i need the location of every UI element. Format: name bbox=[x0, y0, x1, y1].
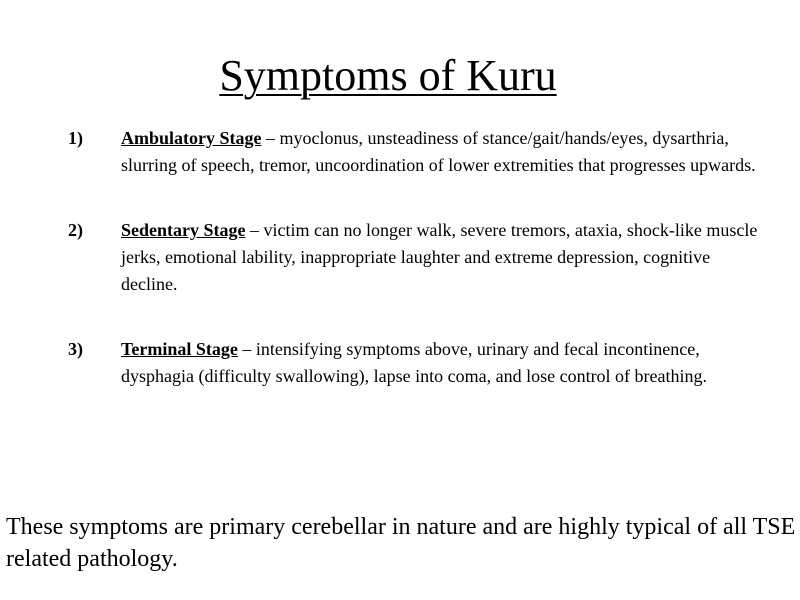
stage-description: victim can no longer walk, severe tremors, ataxia, shock-like muscle jerks, emotional lability, inappropriate laughter and extreme depression, cognitive decline. bbox=[121, 220, 758, 294]
stage-number: 2) bbox=[68, 220, 83, 240]
stage-list bbox=[68, 125, 768, 428]
stage-name: Sedentary Stage bbox=[121, 220, 246, 240]
stage-description: myoclonus, unsteadiness of stance/gait/hands/eyes, dysarthria, slurring of speech, tremor, uncoordination of lower extremities that progresses upwards. bbox=[121, 128, 756, 175]
stage-number: 1) bbox=[68, 128, 83, 148]
stage-number: 3) bbox=[68, 339, 83, 359]
stage-item-sedentary bbox=[68, 217, 768, 298]
stage-separator: – bbox=[245, 220, 264, 240]
stage-item-terminal bbox=[68, 336, 768, 390]
stage-name: Terminal Stage bbox=[121, 339, 238, 359]
stage-item-ambulatory bbox=[68, 125, 768, 179]
stage-separator: – bbox=[237, 339, 256, 359]
slide-title: Symptoms of Kuru bbox=[219, 51, 557, 100]
stage-description: intensifying symptoms above, urinary and fecal incontinence, dysphagia (difficulty swallowing), lapse into coma, and lose control of breathing. bbox=[121, 339, 708, 386]
stage-separator: – bbox=[261, 128, 280, 148]
conclusion-text: These symptoms are primary cerebellar in nature and are highly typical of all TSE related pathology. bbox=[6, 514, 796, 572]
stage-name: Ambulatory Stage bbox=[121, 128, 262, 148]
